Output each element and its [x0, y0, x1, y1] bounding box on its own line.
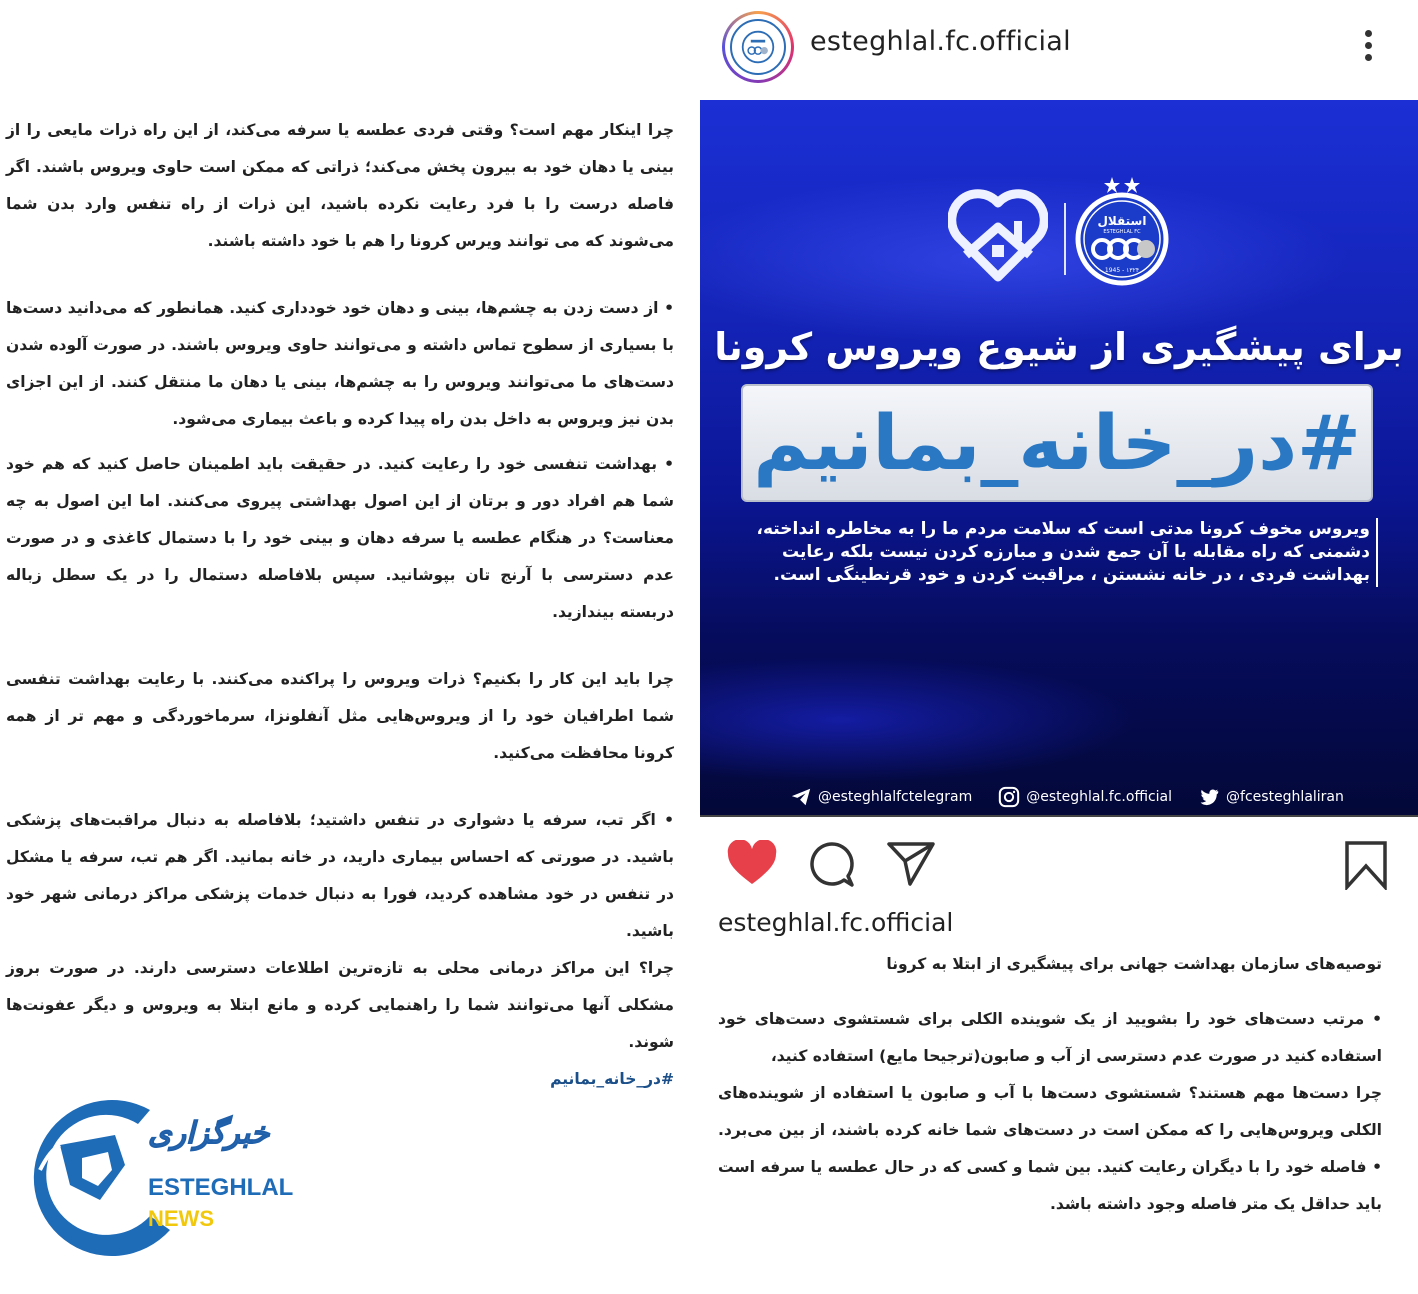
instagram-post — [700, 0, 1418, 1294]
caption-paragraph: چرا؟ این مراکز درمانی محلی به تازه‌ترین اطلاعات دسترسی دارند. در صورت بروز مشکلی آنها می‌توانند شما را راهنمایی کرده و مانع ابتلا به ویروس و دیگر عفونت‌ها شوند. — [6, 959, 674, 1051]
caption-title: توصیه‌های سازمان بهداشت جهانی برای پیشگیری از ابتلا به کرونا — [886, 955, 1382, 973]
caption-username[interactable]: esteghlal.fc.official — [718, 908, 954, 937]
caption-paragraph: چرا دست‌ها مهم هستند؟ شستشوی دست‌ها با آب و صابون یا استفاده از شوینده‌های الکلی ویروس‌هایی را که ممکن است در دست‌های شما خانه کرده باشند، از بین می‌برد. • فاصله خود را با دیگران رعایت کنید. بین شما و کسی که در حال عطسه یا سرفه است باید حداقل یک متر فاصله وجود داشته باشد. — [718, 1084, 1382, 1213]
caption-paragraph: چرا اینکار مهم است؟ وقتی فردی عطسه یا سرفه می‌کند، از این راه ذرات مایعی را از بینی یا دهان خود به بیرون پخش می‌کند؛ ذراتی که ممکن است حاوی ویروس باشند. اگر فاصله درست را با فرد رعایت نکرده باشید، این ذرات از راه تنفس وارد بدن شما می‌شوند که می توانند ویرس کرونا را هم با خود داشته باشند. — [6, 121, 674, 250]
social-telegram — [790, 786, 972, 808]
watermark-fa-text: خبرگزاری — [148, 1116, 270, 1151]
twitter-icon — [1198, 786, 1220, 808]
svg-text:ESTEGHLAL FC: ESTEGHLAL FC — [1103, 229, 1141, 235]
watermark-news-text: NEWS — [148, 1206, 214, 1231]
twitter-handle: @fcesteghlaliran — [1226, 789, 1344, 805]
club-crest-icon — [730, 19, 786, 75]
logo-divider — [1064, 203, 1066, 275]
post-username[interactable]: esteghlal.fc.official — [810, 26, 1071, 57]
hashtag-link[interactable]: #در_خانه_بمانیم — [550, 1070, 674, 1088]
caption-paragraph: چرا باید این کار را بکنیم؟ ذرات ویروس را پراکنده می‌کنند. با رعایت بهداشت تنفسی شما اطرافیان خود را از ویروس‌هایی مثل آنفلونزا، سرماخوردگی و مهم تر از همه کرونا محافظت می‌کنید. — [6, 670, 674, 762]
hashtag-banner — [741, 384, 1373, 502]
club-crest-icon — [1074, 175, 1170, 287]
image-body-text — [738, 518, 1378, 587]
post-caption — [718, 946, 1382, 1223]
bookmark-icon[interactable] — [1344, 840, 1388, 890]
heart-home-icon — [948, 185, 1048, 285]
send-icon[interactable] — [886, 840, 936, 888]
esteghlal-news-watermark — [20, 1090, 294, 1260]
caption-paragraph: • اگر تب، سرفه یا دشواری در تنفس داشتید؛ بلافاصله به دنبال مراقبت‌های پزشکی باشید. در صورتی که احساس بیماری دارید، در خانه بمانید. اگر هم تب، سرفه یا مشکل در تنفس در خود مشاهده کردید، فورا به دنبال خدمات پزشکی مراکز درمانی شهر خود باشید. — [6, 811, 674, 940]
logos — [948, 175, 1178, 285]
caption-paragraph: • از دست زدن به چشم‌ها، بینی و دهان خود خودداری کنید. همانطور که می‌دانید دست‌ها با بسیاری از سطوح تماس داشته و می‌توانند حاوی ویروس باشند. در صورت آلوده شدن دست‌های ما می‌توانند ویروس را به چشم‌ها، بینی یا دهان ما منتقل کنند. از این اجزای بدن نیز ویروس به داخل بدن راه پیدا کرده و باعث بیماری می‌شود. — [6, 299, 674, 428]
instagram-handle: @esteghlal.fc.official — [1026, 789, 1173, 805]
telegram-icon — [790, 786, 812, 808]
svg-text:استقلال: استقلال — [1097, 214, 1147, 228]
continued-caption — [6, 112, 674, 1128]
social-instagram — [998, 786, 1172, 808]
image-headline: برای پیشگیری از شیوع ویروس کرونا — [714, 325, 1404, 369]
caption-paragraph: • مرتب دست‌های خود را بشویید از یک شوینده الکلی برای شستشوی دست‌های خود استفاده کنید در صورت عدم دسترسی از آب و صابون(ترجیحا مایع) استفاده کنید، — [718, 1010, 1382, 1065]
social-handles — [790, 786, 1350, 808]
avatar[interactable] — [722, 11, 794, 83]
watermark-en-text: ESTEGHLAL — [148, 1174, 294, 1201]
hashtag-banner-text: #در_خانه_بمانیم — [753, 398, 1361, 487]
image-body-line: ویروس مخوف کرونا مدتی است که سلامت مردم ما را به مخاطره انداخته، — [756, 519, 1370, 539]
post-header — [700, 0, 1418, 100]
heart-icon[interactable] — [726, 840, 778, 886]
image-body-line: بهداشت فردی ، در خانه نشستن ، مراقبت کردن و خود قرنطینگی است. — [773, 565, 1370, 585]
comment-icon[interactable] — [808, 840, 856, 888]
caption-paragraph: • بهداشت تنفسی خود را رعایت کنید. در حقیقت باید اطمینان حاصل کنید که هم خود شما هم افراد دور و برتان از این اصول بهداشتی پیروی می‌کنند. اما این اصول به چه معناست؟ در هنگام عطسه یا سرفه دهان و بینی خود را با دستمال کاغذی و در صورت عدم دسترسی با آرنج تان بپوشانید. سپس بلافاصله دستمال را در یک سطل زباله دربسته بیندازید. — [6, 455, 674, 621]
post-actions — [700, 830, 1418, 900]
image-body-line: دشمنی که راه مقابله با آن جمع شدن و مبارزه کردن نیست بلکه رعایت — [782, 542, 1370, 562]
social-twitter — [1198, 786, 1344, 808]
post-image[interactable] — [700, 100, 1418, 817]
telegram-handle: @esteghlalfctelegram — [818, 789, 973, 805]
svg-text:1945 - ۱۳۲۴: 1945 - ۱۳۲۴ — [1104, 267, 1140, 274]
kebab-menu-icon[interactable] — [1360, 30, 1376, 66]
instagram-icon — [998, 786, 1020, 808]
